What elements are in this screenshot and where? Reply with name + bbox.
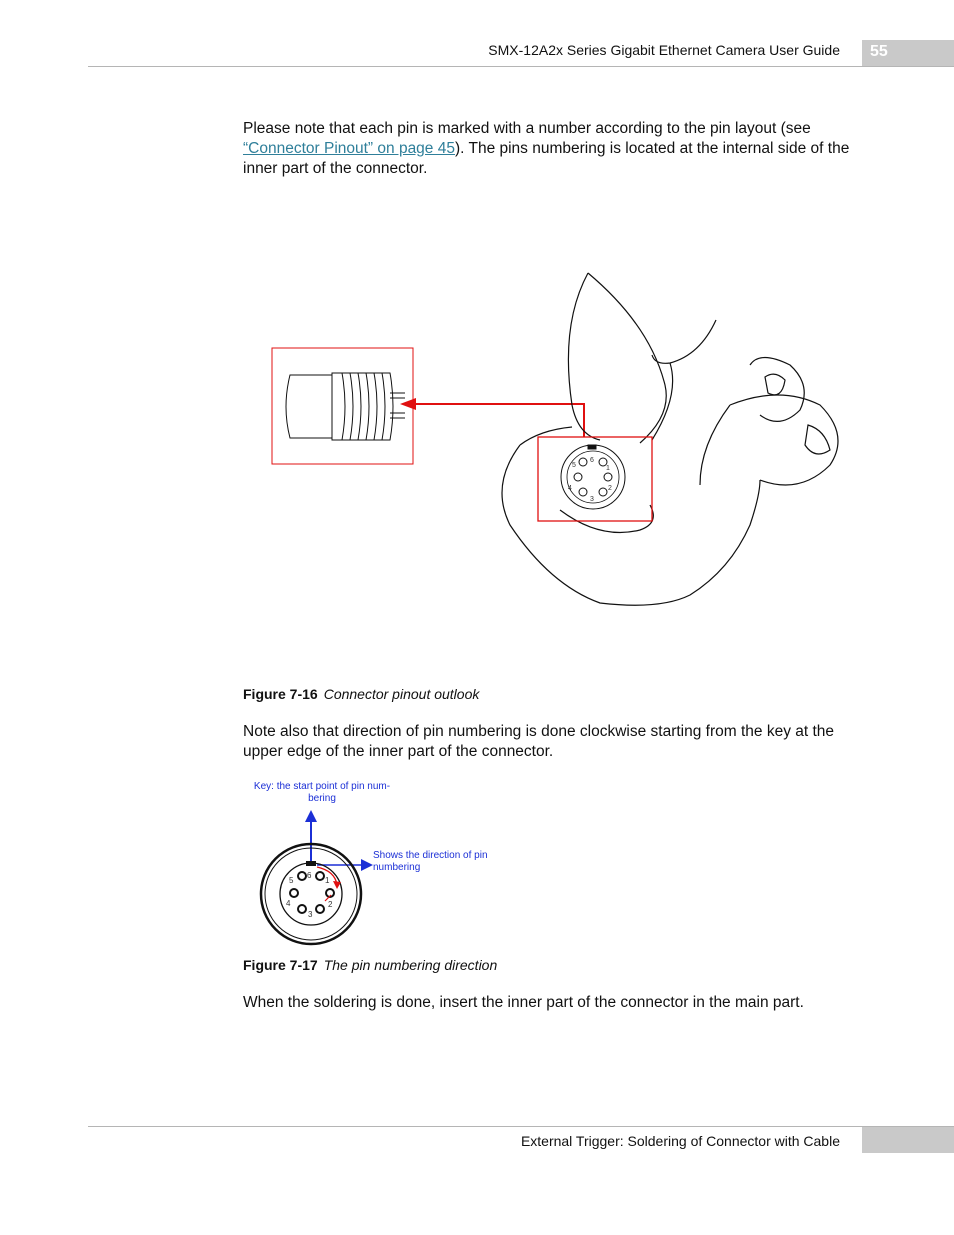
pin-numbering-direction-diagram [255,805,380,947]
pin-num-2: 2 [328,900,333,909]
figure-7-17-title: The pin numbering direction [323,957,498,973]
direction-note: Shows the direction of pin numbering [373,850,488,873]
pin-num-3: 3 [308,910,313,919]
page-number: 55 [870,43,888,60]
key-start-note: Key: the start point of pin num-bering [253,781,391,804]
figure-7-16-caption [243,686,479,702]
key-notch [306,861,316,866]
figure-7-16-label: Figure 7-16 [243,686,318,702]
paragraph-insert-inner-part: When the soldering is done, insert the inner part of the connector in the main part. [243,994,804,1011]
pin-num-5: 5 [289,876,294,885]
figure-7-17-caption [243,957,497,973]
pin-num-6: 6 [307,871,312,880]
key-arrow-head [305,810,317,822]
connector-pinout-link[interactable]: “Connector Pinout” on page 45 [243,140,455,157]
header-title: SMX-12A2x Series Gigabit Ethernet Camera User Guide [488,42,840,58]
figure-7-17-label: Figure 7-17 [243,957,318,973]
socket-highlight-box [538,437,652,521]
paragraph-pin-marking [243,119,873,179]
direction-arrow-head [361,859,373,871]
pin-label-2: 2 [608,485,612,492]
cable-connector-highlight-box [272,348,413,464]
pin-label-5: 5 [572,462,576,469]
pin-label-4: 4 [568,485,572,492]
footer-box [862,1127,954,1153]
header-rule [88,66,954,67]
figure-7-16-title: Connector pinout outlook [323,686,480,702]
para1-text-a: Please note that each pin is marked with a number according to the pin layout (see [243,120,811,137]
pin-label-3: 3 [590,496,594,503]
red-arrow-line [412,404,584,437]
pin-num-1: 1 [325,876,330,885]
red-direction-head [333,881,341,889]
para1-text-b: ). The pins numbering is located at the internal side of the inner part of the connector. [243,140,850,177]
pin-label-6: 6 [590,457,594,464]
hand-outline [502,273,838,605]
footer-section-title: External Trigger: Soldering of Connector with Cable [520,1133,840,1149]
pin-num-4: 4 [286,899,291,908]
connector-pinout-illustration [260,265,860,610]
paragraph-clockwise-note: Note also that direction of pin numbering is done clockwise starting from the key at the upper edge of the inner part of the connector. [243,723,835,760]
cable-connector-drawing [286,373,405,440]
pin-label-1: 1 [606,465,610,472]
red-arrow-head [400,398,416,410]
footer-rule [88,1126,954,1127]
